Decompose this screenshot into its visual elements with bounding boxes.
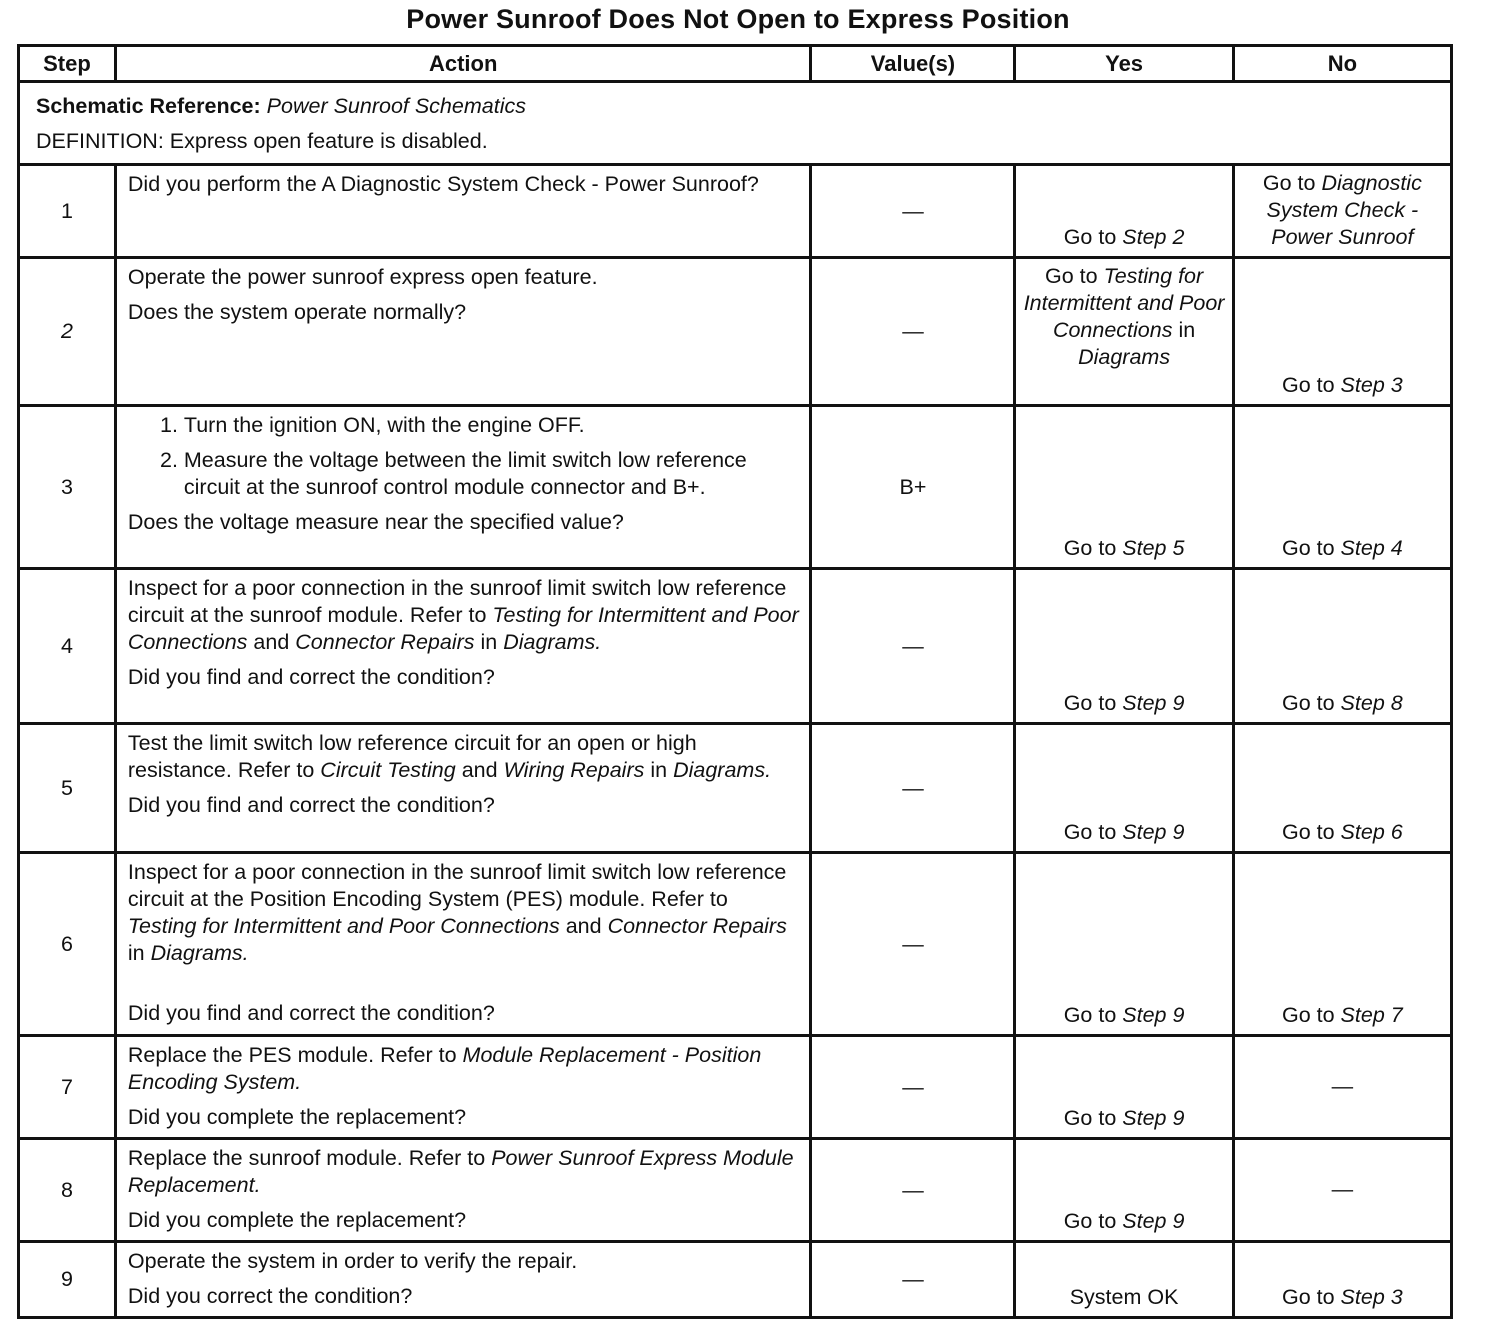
action-text: [128, 730, 800, 784]
goto-label: Go to: [1281, 373, 1335, 397]
header-yes: Yes: [1015, 46, 1233, 82]
step-number: 4: [19, 569, 116, 724]
action-cell: [115, 165, 811, 258]
goto-label: Go to: [1063, 820, 1117, 844]
value-cell: —: [811, 1139, 1015, 1242]
action-cell: [115, 406, 811, 569]
step-number: 9: [19, 1242, 116, 1318]
no-cell: [1233, 569, 1451, 724]
action-question: Did you find and correct the condition?: [127, 793, 495, 817]
action-text: [128, 1042, 800, 1096]
table-row: [19, 1242, 1452, 1318]
header-no: No: [1233, 46, 1451, 82]
yes-cell: [1015, 1139, 1233, 1242]
yes-link[interactable]: Step 9: [1122, 1003, 1185, 1027]
no-cell: —: [1233, 1139, 1451, 1242]
yes-cell: [1015, 724, 1233, 853]
list-item: 1. Turn the ignition ON, with the engine OFF.: [184, 412, 800, 439]
no-link[interactable]: Step 7: [1340, 1003, 1403, 1027]
ref-link[interactable]: Module Replacement - Position Encoding System.: [127, 1043, 762, 1094]
table-row: [19, 1139, 1452, 1242]
yes-cell: [1015, 406, 1233, 569]
no-link[interactable]: Step 3: [1340, 373, 1403, 397]
header-row: [19, 46, 1452, 82]
step-number: 1: [19, 165, 116, 258]
action-question: Did you complete the replacement?: [127, 1208, 467, 1232]
action-cell: [115, 569, 811, 724]
action-text: Operate the system in order to verify the repair.: [127, 1249, 578, 1273]
system-ok-text: System OK: [1069, 1285, 1179, 1309]
table-row: [19, 165, 1452, 258]
step-number: 7: [19, 1036, 116, 1139]
reference-row: [19, 82, 1452, 165]
schematic-reference-link[interactable]: Power Sunroof Schematics: [266, 94, 526, 118]
yes-cell: [1015, 1242, 1233, 1318]
action-question: Did you complete the replacement?: [127, 1105, 467, 1129]
action-question: Does the system operate normally?: [127, 300, 467, 324]
step-number: 2: [19, 258, 116, 406]
in-label: in: [480, 630, 498, 654]
value-cell: —: [811, 258, 1015, 406]
goto-label: Go to: [1063, 225, 1117, 249]
no-link[interactable]: Step 6: [1340, 820, 1403, 844]
and-label: and: [461, 758, 498, 782]
action-text-part: Replace the sunroof module. Refer to: [127, 1146, 486, 1170]
ref-link[interactable]: Connector Repairs: [295, 630, 475, 654]
diagnostic-table: [17, 44, 1453, 1319]
action-cell: [115, 1036, 811, 1139]
action-cell: [115, 724, 811, 853]
goto-label: Go to: [1063, 536, 1117, 560]
value-cell: —: [811, 569, 1015, 724]
goto-label: Go to: [1063, 691, 1117, 715]
goto-label: Go to: [1281, 1285, 1335, 1309]
action-question: Does the voltage measure near the specified value?: [127, 510, 624, 534]
goto-label: Go to: [1063, 1003, 1117, 1027]
header-step: Step: [19, 46, 116, 82]
ref-link[interactable]: Diagrams.: [503, 630, 602, 654]
ref-link[interactable]: Connector Repairs: [607, 914, 787, 938]
yes-link[interactable]: Step 5: [1122, 536, 1185, 560]
table-row: [19, 569, 1452, 724]
action-steps-list: [128, 412, 800, 501]
ref-link[interactable]: Testing for Intermittent and Poor Connections: [127, 914, 560, 938]
goto-label: Go to: [1063, 1106, 1117, 1130]
and-label: and: [253, 630, 290, 654]
yes-link[interactable]: Step 9: [1122, 1106, 1185, 1130]
ref-link[interactable]: Diagrams.: [673, 758, 772, 782]
table-row: [19, 258, 1452, 406]
table-row: [19, 853, 1452, 1036]
no-link[interactable]: Step 3: [1340, 1285, 1403, 1309]
and-label: and: [565, 914, 602, 938]
yes-cell: [1015, 1036, 1233, 1139]
action-question: Did you find and correct the condition?: [127, 1001, 495, 1025]
yes-cell: [1015, 569, 1233, 724]
no-cell: [1233, 853, 1451, 1036]
header-action: Action: [115, 46, 811, 82]
ref-link[interactable]: Testing for Intermittent and Poor Connections: [127, 603, 799, 654]
header-values: Value(s): [811, 46, 1015, 82]
ref-link[interactable]: Diagrams.: [150, 941, 249, 965]
action-text-part: Replace the PES module. Refer to: [127, 1043, 457, 1067]
step-number: 5: [19, 724, 116, 853]
yes-link[interactable]: Step 9: [1122, 1209, 1185, 1233]
action-text: [128, 575, 800, 656]
yes-link[interactable]: Step 2: [1122, 225, 1185, 249]
no-cell: [1233, 724, 1451, 853]
page-title: Power Sunroof Does Not Open to Express Position: [406, 4, 1070, 34]
value-cell: B+: [811, 406, 1015, 569]
action-cell: [115, 1242, 811, 1318]
value-cell: —: [811, 165, 1015, 258]
no-cell: —: [1233, 1036, 1451, 1139]
no-link[interactable]: Step 4: [1340, 536, 1403, 560]
in-label: in: [650, 758, 668, 782]
in-label: in: [1178, 318, 1196, 342]
list-item: 2. Measure the voltage between the limit switch low reference circuit at the sunroof control module connector and B+.: [184, 447, 800, 501]
ref-link[interactable]: Wiring Repairs: [503, 758, 645, 782]
yes-link[interactable]: Step 9: [1122, 820, 1185, 844]
step-number: 6: [19, 853, 116, 1036]
action-cell: [115, 258, 811, 406]
action-question: Did you find and correct the condition?: [127, 665, 495, 689]
yes-cell: [1015, 165, 1233, 258]
goto-label: Go to: [1281, 820, 1335, 844]
no-cell: [1233, 165, 1451, 258]
schematic-reference-label: Schematic Reference:: [36, 94, 261, 118]
in-label: in: [127, 941, 145, 965]
no-cell: [1233, 406, 1451, 569]
value-cell: —: [811, 1242, 1015, 1318]
table-row: [19, 724, 1452, 853]
goto-label: Go to: [1044, 264, 1098, 288]
step-number: 8: [19, 1139, 116, 1242]
goto-label: Go to: [1063, 1209, 1117, 1233]
yes-cell: [1015, 853, 1233, 1036]
action-text: Did you perform the A Diagnostic System Check - Power Sunroof?: [127, 172, 759, 196]
action-text: Operate the power sunroof express open feature.: [127, 265, 598, 289]
ref-link[interactable]: Circuit Testing: [320, 758, 456, 782]
action-text-part: Inspect for a poor connection in the sunroof limit switch low reference circuit at the Position Encoding System (PES) module. Refer to: [127, 860, 787, 911]
yes-link-diagrams[interactable]: Diagrams: [1078, 345, 1171, 369]
yes-link[interactable]: Step 9: [1122, 691, 1185, 715]
value-cell: —: [811, 724, 1015, 853]
goto-label: Go to: [1281, 1003, 1335, 1027]
table-row: [19, 1036, 1452, 1139]
table-row: [19, 406, 1452, 569]
action-text-part: Test the limit switch low reference circuit for an open or high resistance. Refer to: [127, 731, 697, 782]
step-number: 3: [19, 406, 116, 569]
ref-link[interactable]: Power Sunroof Express Module Replacement.: [127, 1146, 794, 1197]
no-link[interactable]: Step 8: [1340, 691, 1403, 715]
value-cell: —: [811, 853, 1015, 1036]
reference-cell: [19, 82, 1452, 165]
yes-cell: [1015, 258, 1233, 406]
action-cell: [115, 1139, 811, 1242]
goto-label: Go to: [1281, 536, 1335, 560]
action-text-part: Inspect for a poor connection in the sunroof limit switch low reference circuit at the sunroof module. Refer to: [127, 576, 787, 627]
no-link[interactable]: Diagnostic System Check - Power Sunroof: [1266, 171, 1422, 249]
no-cell: [1233, 258, 1451, 406]
definition-text: DEFINITION: Express open feature is disabled.: [36, 129, 488, 153]
action-cell: [115, 853, 811, 1036]
goto-label: Go to: [1281, 691, 1335, 715]
action-text: [128, 859, 800, 967]
yes-link[interactable]: Testing for Intermittent and Poor Connections: [1023, 264, 1225, 342]
no-cell: [1233, 1242, 1451, 1318]
action-text: [128, 1145, 800, 1199]
action-question: Did you correct the condition?: [127, 1284, 413, 1308]
goto-label: Go to: [1262, 171, 1316, 195]
value-cell: —: [811, 1036, 1015, 1139]
